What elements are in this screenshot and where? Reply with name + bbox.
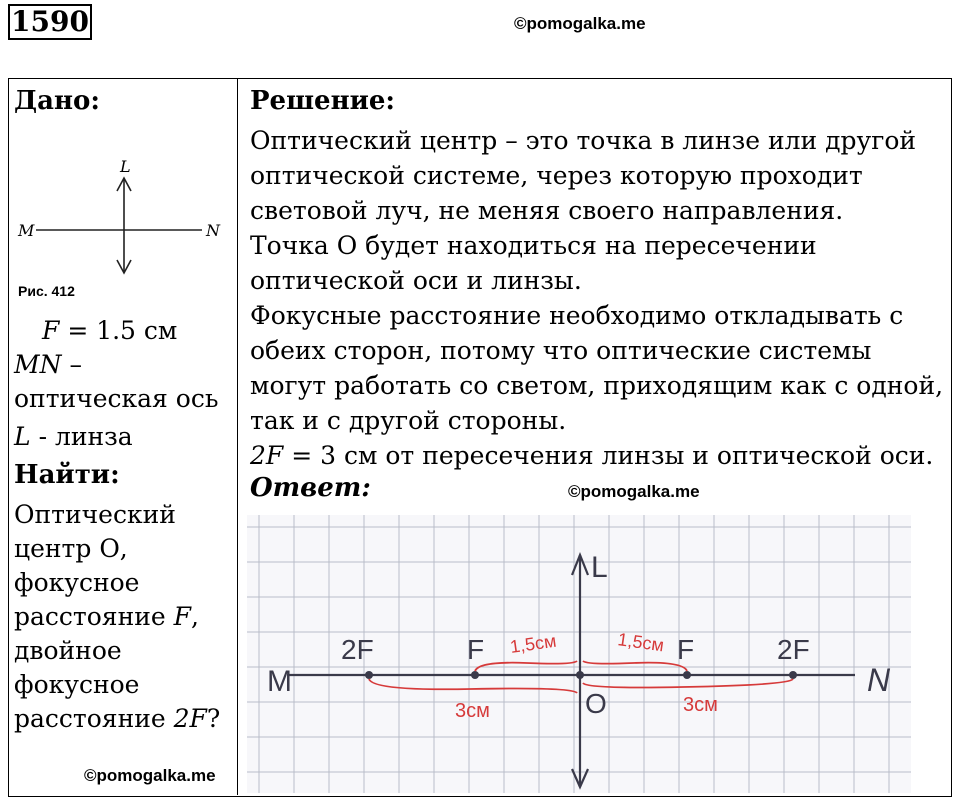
find-text: Оптический центр О, фокусное расстояние F, двойное фокусное расстояние 2F? — [14, 500, 221, 733]
label-2f-right: 2F — [777, 634, 810, 665]
l-given — [14, 420, 234, 454]
label-f-left: F — [467, 634, 485, 665]
label-span-right: 3см — [683, 694, 718, 716]
focal-value: = 1.5 см — [67, 316, 178, 345]
watermark-bottom: ©pomogalka.me — [84, 766, 216, 785]
point-2f-right — [789, 671, 797, 679]
label-dist-right: 1,5см — [616, 629, 666, 656]
solution-paragraph-1: Оптический центр – это точка в линзе или другой оптической системе, через которую проходит световой луч, не меняя своего направления. — [250, 126, 917, 225]
point-f-left — [471, 671, 479, 679]
figure-caption: Рис. 412 — [18, 283, 75, 299]
solution-paragraph-2: Точка О будет находиться на пересечении оптической оси и линзы. — [250, 231, 817, 295]
mn-text: – оптическая ось — [14, 350, 219, 413]
fig-label-l: L — [120, 157, 131, 176]
focal-given — [14, 314, 234, 348]
watermark-middle: ©pomogalka.me — [568, 482, 700, 501]
mn-symbol: MN — [14, 350, 62, 379]
given-column — [14, 84, 234, 736]
l-text: - линза — [38, 422, 133, 451]
label-n: N — [867, 662, 891, 698]
solution-header: Решение: — [250, 86, 396, 116]
label-l: L — [591, 551, 608, 584]
column-divider — [237, 78, 238, 795]
solution-paragraph-3: Фокусные расстояние необходимо откладывать с обеих сторон, потому что оптические системы могут работать со светом, приходящим как с одной, так и с другой стороны. — [250, 301, 944, 435]
fig-label-n: N — [206, 221, 220, 240]
answer-svg — [247, 515, 911, 793]
solution-paragraph-4: 2F = 3 см от пересечения линзы и оптической оси. — [250, 441, 934, 470]
label-o: O — [585, 688, 607, 719]
label-2f-left: 2F — [341, 634, 374, 665]
point-o — [576, 671, 584, 679]
watermark-top: ©pomogalka.me — [514, 14, 646, 33]
answer-drawing — [247, 515, 911, 793]
figure-412 — [14, 118, 234, 288]
label-dist-left: 1,5см — [508, 630, 558, 657]
mn-given — [14, 348, 234, 416]
point-2f-left — [365, 671, 373, 679]
answer-header: Ответ: — [250, 473, 371, 503]
problem-number: 1590 — [8, 4, 92, 40]
label-f-right: F — [677, 634, 695, 665]
fig-label-m: M — [18, 221, 35, 240]
focal-symbol: F — [42, 316, 60, 345]
label-span-left: 3см — [455, 700, 490, 722]
find-header: Найти: — [14, 460, 120, 490]
point-f-right — [683, 671, 691, 679]
given-header: Дано: — [14, 86, 100, 116]
solution-column — [250, 84, 950, 506]
label-m: M — [267, 665, 292, 698]
l-symbol: L — [14, 422, 31, 451]
